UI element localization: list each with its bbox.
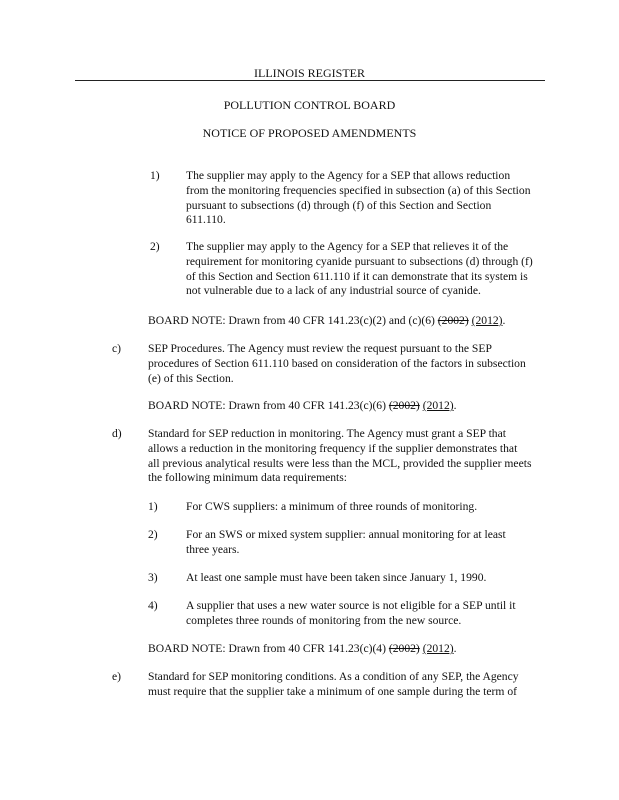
text-line: allows a reduction in the monitoring frequency if the supplier demonstrates that <box>148 441 518 455</box>
text-line: For an SWS or mixed system supplier: annual monitoring for at least <box>186 528 506 541</box>
d-item-3-text <box>186 571 486 586</box>
section-c-label: c) <box>112 342 122 355</box>
text-line: The supplier may apply to the Agency for a SEP that relieves it of the <box>186 240 509 253</box>
section-c-text <box>148 342 526 386</box>
b-item-1-number: 1) <box>150 169 160 182</box>
header-rule <box>75 80 545 81</box>
note-period: . <box>502 314 506 327</box>
text-line: For CWS suppliers: a minimum of three rounds of monitoring. <box>186 500 478 513</box>
b-item-2-number: 2) <box>150 240 160 253</box>
text-line: of this Section and Section 611.110 if it can demonstrate that its system is <box>186 269 528 283</box>
text-line: At least one sample must have been taken since January 1, 1990. <box>186 571 487 584</box>
board-note-1 <box>148 314 505 329</box>
text-line: procedures of Section 611.110 based on consideration of the factors in subsection <box>148 356 526 370</box>
section-e-label: e) <box>112 670 122 683</box>
register-title: ILLINOIS REGISTER <box>254 66 365 80</box>
d-item-4-text <box>186 599 516 629</box>
d-item-4-number: 4) <box>148 599 158 612</box>
text-line: The supplier may apply to the Agency for a SEP that allows reduction <box>186 169 511 182</box>
board-note-3 <box>148 642 457 657</box>
inserted-year: (2012) <box>471 314 503 327</box>
text-line: from the monitoring frequencies specified in subsection (a) of this Section <box>186 183 531 197</box>
section-d-label: d) <box>112 427 122 440</box>
b-item-2-text <box>186 240 533 299</box>
text-line: SEP Procedures. The Agency must review the request pursuant to the SEP <box>148 342 492 355</box>
text-line: Standard for SEP monitoring conditions. As a condition of any SEP, the Agency <box>148 670 519 683</box>
deleted-year: (2002) <box>388 642 420 655</box>
d-item-3-number: 3) <box>148 571 158 584</box>
d-item-2-number: 2) <box>148 528 158 541</box>
deleted-year: (2002) <box>437 314 469 327</box>
text-line: the following minimum data requirements: <box>148 471 347 485</box>
b-item-1-text <box>186 169 531 228</box>
board-title: POLLUTION CONTROL BOARD <box>223 98 396 112</box>
text-line: completes three rounds of monitoring from the new source. <box>186 613 462 627</box>
text-line: not vulnerable due to a lack of any industrial source of cyanide. <box>186 284 481 298</box>
text-line: Standard for SEP reduction in monitoring. The Agency must grant a SEP that <box>148 427 506 440</box>
text-line: A supplier that uses a new water source is not eligible for a SEP until it <box>186 599 516 612</box>
text-line: three years. <box>186 542 240 556</box>
note-period: . <box>453 642 457 655</box>
d-item-1-text <box>186 500 477 515</box>
note-text: BOARD NOTE: Drawn from 40 CFR 141.23(c)(2) and (c)(6) <box>148 314 438 327</box>
text-line: requirement for monitoring cyanide pursuant to subsections (d) through (f) <box>186 254 533 268</box>
note-period: . <box>453 399 457 412</box>
text-line: 611.110. <box>186 213 226 227</box>
note-text: BOARD NOTE: Drawn from 40 CFR 141.23(c)(4) <box>148 642 389 655</box>
section-e-text <box>148 670 519 700</box>
inserted-year: (2012) <box>422 399 454 412</box>
notice-title: NOTICE OF PROPOSED AMENDMENTS <box>202 126 417 140</box>
section-d-text <box>148 427 531 486</box>
inserted-year: (2012) <box>422 642 454 655</box>
text-line: pursuant to subsections (d) through (f) of this Section and Section <box>186 198 492 212</box>
d-item-2-text <box>186 528 506 558</box>
note-text: BOARD NOTE: Drawn from 40 CFR 141.23(c)(6) <box>148 399 389 412</box>
board-note-2 <box>148 399 457 414</box>
text-line: must require that the supplier take a minimum of one sample during the term of <box>148 684 517 698</box>
text-line: (e) of this Section. <box>148 371 234 385</box>
deleted-year: (2002) <box>388 399 420 412</box>
text-line: all previous analytical results were less than the MCL, provided the supplier meets <box>148 456 532 470</box>
d-item-1-number: 1) <box>148 500 158 513</box>
